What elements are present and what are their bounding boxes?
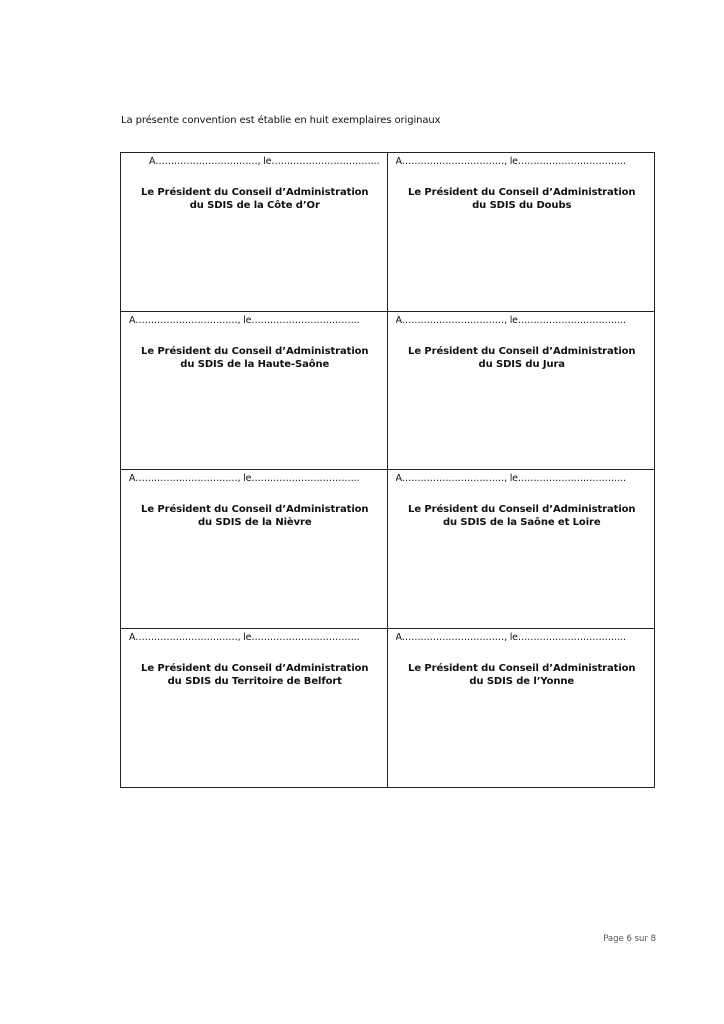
place-date-line: A……………………………, le…………………………….. [129,314,360,326]
signatory-title-line2: du SDIS du Territoire de Belfort [167,675,342,687]
signatory-title-line1: Le Président du Conseil d’Administration [141,345,369,357]
signatory-title-line2: du SDIS de la Côte d’Or [189,200,320,211]
signatory-title-line1: Le Président du Conseil d’Administration [408,345,636,357]
signature-cell-nievre [121,470,388,629]
signatory-title-line2: du SDIS du Doubs [472,200,572,211]
place-date-line: A……………………………, le…………………………….. [395,314,626,326]
signatory-title-line2: du SDIS de la Saône et Loire [442,517,601,528]
signatory-title [129,503,381,529]
signatory-title-line2: du SDIS du Jura [478,358,565,370]
place-date-line: A……………………………, le…………………………….. [395,156,626,167]
signature-cell-territoire-de-belfort [121,629,388,788]
signature-cell-jura [388,312,655,471]
place-date-line: A……………………………, le…………………………….. [149,156,380,167]
signatory-title [396,186,649,212]
signatory-title-line1: Le Président du Conseil d’Administration [408,187,636,198]
signatory-title [396,662,649,688]
signature-cell-yonne [388,629,655,788]
signatory-title-line1: Le Président du Conseil d’Administration [141,662,369,674]
intro-text: La présente convention est établie en huit exemplaires originaux [121,115,441,126]
signature-cell-saone-et-loire [388,470,655,629]
place-date-line: A……………………………, le…………………………….. [395,473,626,484]
signatory-title [396,345,649,371]
page-number: Page 6 sur 8 [603,934,656,944]
place-date-line: A……………………………, le…………………………….. [395,631,626,643]
signatory-title [129,662,381,688]
signatory-title-line2: du SDIS de l’Yonne [469,675,575,687]
signatory-title-line1: Le Président du Conseil d’Administration [408,662,636,674]
signature-cell-haute-saone [121,312,388,471]
place-date-line: A……………………………, le…………………………….. [129,631,360,643]
signatory-title [396,503,649,529]
signature-table [120,152,655,788]
signature-cell-cote-dor [121,153,388,312]
signatory-title-line2: du SDIS de la Haute-Saône [180,358,330,370]
signatory-title-line1: Le Président du Conseil d’Administration [141,504,369,515]
signatory-title [129,345,381,371]
signature-cell-doubs [388,153,655,312]
signatory-title-line1: Le Président du Conseil d’Administration [408,504,636,515]
signatory-title-line2: du SDIS de la Nièvre [197,517,312,528]
signatory-title [129,186,381,212]
signatory-title-line1: Le Président du Conseil d’Administration [141,187,369,198]
place-date-line: A……………………………, le…………………………….. [129,473,360,484]
